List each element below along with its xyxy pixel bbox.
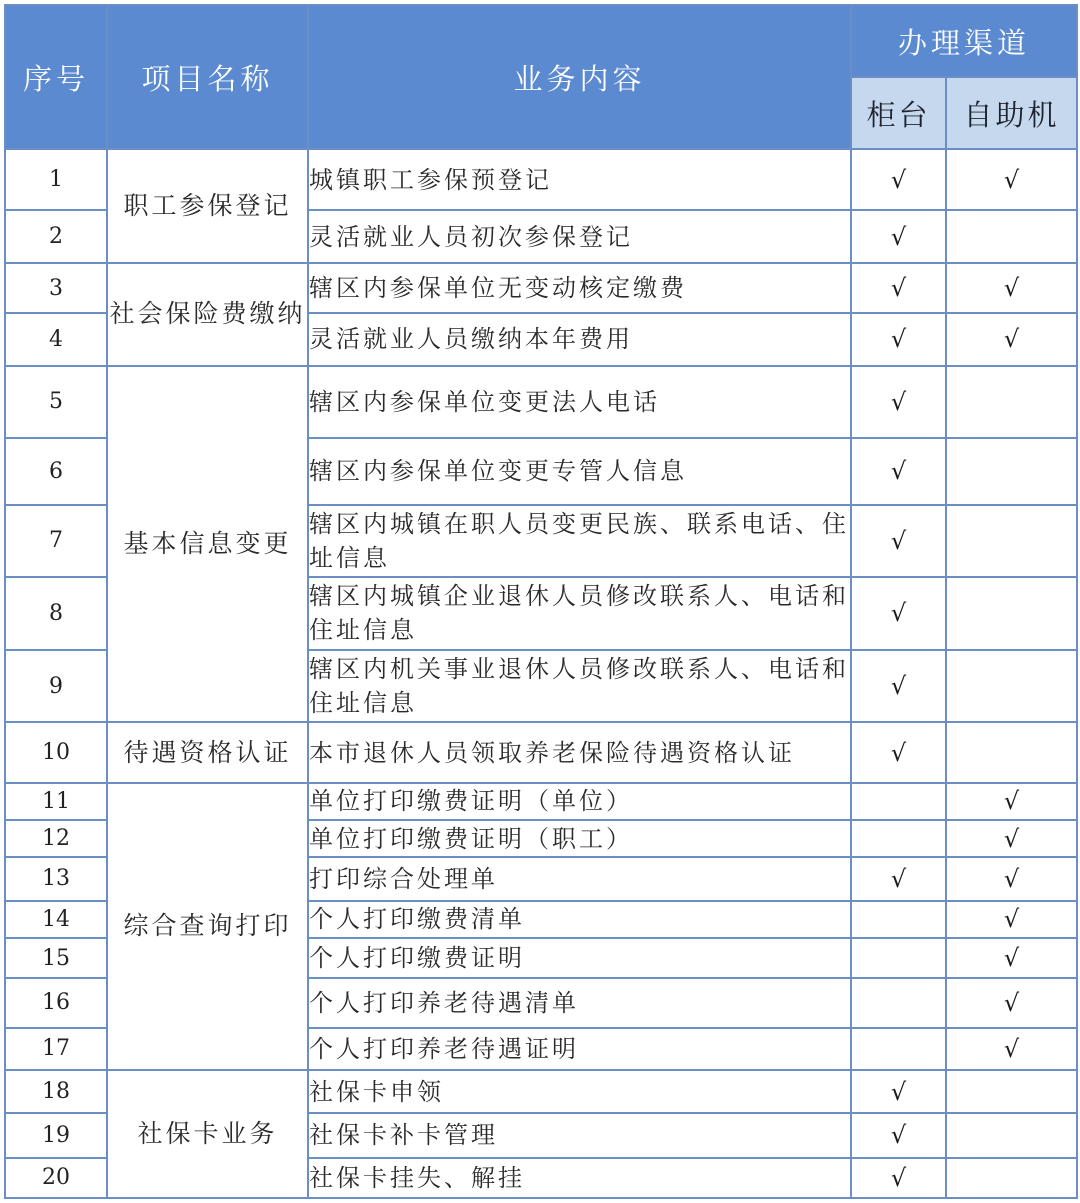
counter-check: √ bbox=[851, 263, 946, 313]
counter-check: √ bbox=[851, 650, 946, 723]
counter-check: √ bbox=[851, 366, 946, 439]
business-content: 单位打印缴费证明（单位） bbox=[308, 783, 851, 820]
table-row bbox=[5, 783, 1077, 820]
kiosk-check: √ bbox=[946, 783, 1077, 820]
kiosk-check: √ bbox=[946, 263, 1077, 313]
kiosk-check: √ bbox=[946, 820, 1077, 857]
table-row bbox=[5, 722, 1077, 782]
category-cell: 职工参保登记 bbox=[107, 149, 308, 263]
kiosk-check bbox=[946, 505, 1077, 578]
row-number: 2 bbox=[5, 210, 107, 262]
row-number: 5 bbox=[5, 366, 107, 439]
counter-check: √ bbox=[851, 1070, 946, 1113]
category-cell: 社会保险费缴纳 bbox=[107, 263, 308, 366]
business-content: 社保卡申领 bbox=[308, 1070, 851, 1113]
row-number: 7 bbox=[5, 505, 107, 578]
row-number: 3 bbox=[5, 263, 107, 313]
row-number: 18 bbox=[5, 1070, 107, 1113]
header-row bbox=[5, 5, 1077, 77]
counter-check: √ bbox=[851, 722, 946, 782]
table-row bbox=[5, 263, 1077, 313]
business-content: 打印综合处理单 bbox=[308, 857, 851, 900]
business-content: 个人打印缴费证明 bbox=[308, 938, 851, 978]
counter-check: √ bbox=[851, 210, 946, 262]
business-content: 辖区内参保单位无变动核定缴费 bbox=[308, 263, 851, 313]
kiosk-check bbox=[946, 438, 1077, 505]
kiosk-check bbox=[946, 210, 1077, 262]
kiosk-check bbox=[946, 577, 1077, 650]
counter-check: √ bbox=[851, 1113, 946, 1157]
category-cell: 社保卡业务 bbox=[107, 1070, 308, 1198]
counter-check: √ bbox=[851, 1158, 946, 1198]
kiosk-check bbox=[946, 722, 1077, 782]
counter-check bbox=[851, 901, 946, 938]
counter-check bbox=[851, 820, 946, 857]
counter-check bbox=[851, 783, 946, 820]
kiosk-check bbox=[946, 1070, 1077, 1113]
category-cell: 待遇资格认证 bbox=[107, 722, 308, 782]
row-number: 4 bbox=[5, 313, 107, 365]
row-number: 19 bbox=[5, 1113, 107, 1157]
category-cell: 综合查询打印 bbox=[107, 783, 308, 1070]
row-number: 10 bbox=[5, 722, 107, 782]
kiosk-check bbox=[946, 366, 1077, 439]
business-content: 社保卡挂失、解挂 bbox=[308, 1158, 851, 1198]
counter-check: √ bbox=[851, 857, 946, 900]
kiosk-check bbox=[946, 650, 1077, 723]
row-number: 13 bbox=[5, 857, 107, 900]
row-number: 15 bbox=[5, 938, 107, 978]
counter-check bbox=[851, 938, 946, 978]
table-row bbox=[5, 1070, 1077, 1113]
header-project: 项目名称 bbox=[107, 5, 308, 149]
row-number: 9 bbox=[5, 650, 107, 723]
kiosk-check: √ bbox=[946, 901, 1077, 938]
business-content: 辖区内城镇在职人员变更民族、联系电话、住址信息 bbox=[308, 505, 851, 578]
counter-check: √ bbox=[851, 505, 946, 578]
row-number: 16 bbox=[5, 978, 107, 1027]
row-number: 20 bbox=[5, 1158, 107, 1198]
kiosk-check: √ bbox=[946, 938, 1077, 978]
row-number: 17 bbox=[5, 1028, 107, 1070]
business-content: 辖区内参保单位变更法人电话 bbox=[308, 366, 851, 439]
kiosk-check: √ bbox=[946, 313, 1077, 365]
row-number: 12 bbox=[5, 820, 107, 857]
business-content: 灵活就业人员缴纳本年费用 bbox=[308, 313, 851, 365]
counter-check: √ bbox=[851, 149, 946, 210]
counter-check: √ bbox=[851, 313, 946, 365]
row-number: 11 bbox=[5, 783, 107, 820]
business-content: 辖区内城镇企业退休人员修改联系人、电话和住址信息 bbox=[308, 577, 851, 650]
table-row bbox=[5, 149, 1077, 210]
header-content: 业务内容 bbox=[308, 5, 851, 149]
business-content: 单位打印缴费证明（职工） bbox=[308, 820, 851, 857]
business-content: 个人打印缴费清单 bbox=[308, 901, 851, 938]
counter-check bbox=[851, 978, 946, 1027]
kiosk-check: √ bbox=[946, 857, 1077, 900]
business-content: 个人打印养老待遇清单 bbox=[308, 978, 851, 1027]
business-content: 辖区内参保单位变更专管人信息 bbox=[308, 438, 851, 505]
business-content: 灵活就业人员初次参保登记 bbox=[308, 210, 851, 262]
row-number: 6 bbox=[5, 438, 107, 505]
row-number: 14 bbox=[5, 901, 107, 938]
category-cell: 基本信息变更 bbox=[107, 366, 308, 723]
business-content: 本市退休人员领取养老保险待遇资格认证 bbox=[308, 722, 851, 782]
header-counter: 柜台 bbox=[851, 77, 946, 149]
kiosk-check bbox=[946, 1158, 1077, 1198]
header-kiosk: 自助机 bbox=[946, 77, 1077, 149]
business-content: 个人打印养老待遇证明 bbox=[308, 1028, 851, 1070]
business-content: 辖区内机关事业退休人员修改联系人、电话和住址信息 bbox=[308, 650, 851, 723]
kiosk-check: √ bbox=[946, 149, 1077, 210]
row-number: 8 bbox=[5, 577, 107, 650]
counter-check: √ bbox=[851, 438, 946, 505]
business-content: 城镇职工参保预登记 bbox=[308, 149, 851, 210]
kiosk-check: √ bbox=[946, 978, 1077, 1027]
kiosk-check bbox=[946, 1113, 1077, 1157]
service-table bbox=[4, 4, 1078, 1199]
counter-check: √ bbox=[851, 577, 946, 650]
row-number: 1 bbox=[5, 149, 107, 210]
header-seq: 序号 bbox=[5, 5, 107, 149]
counter-check bbox=[851, 1028, 946, 1070]
business-content: 社保卡补卡管理 bbox=[308, 1113, 851, 1157]
kiosk-check: √ bbox=[946, 1028, 1077, 1070]
header-channel: 办理渠道 bbox=[851, 5, 1077, 77]
table-row bbox=[5, 366, 1077, 439]
